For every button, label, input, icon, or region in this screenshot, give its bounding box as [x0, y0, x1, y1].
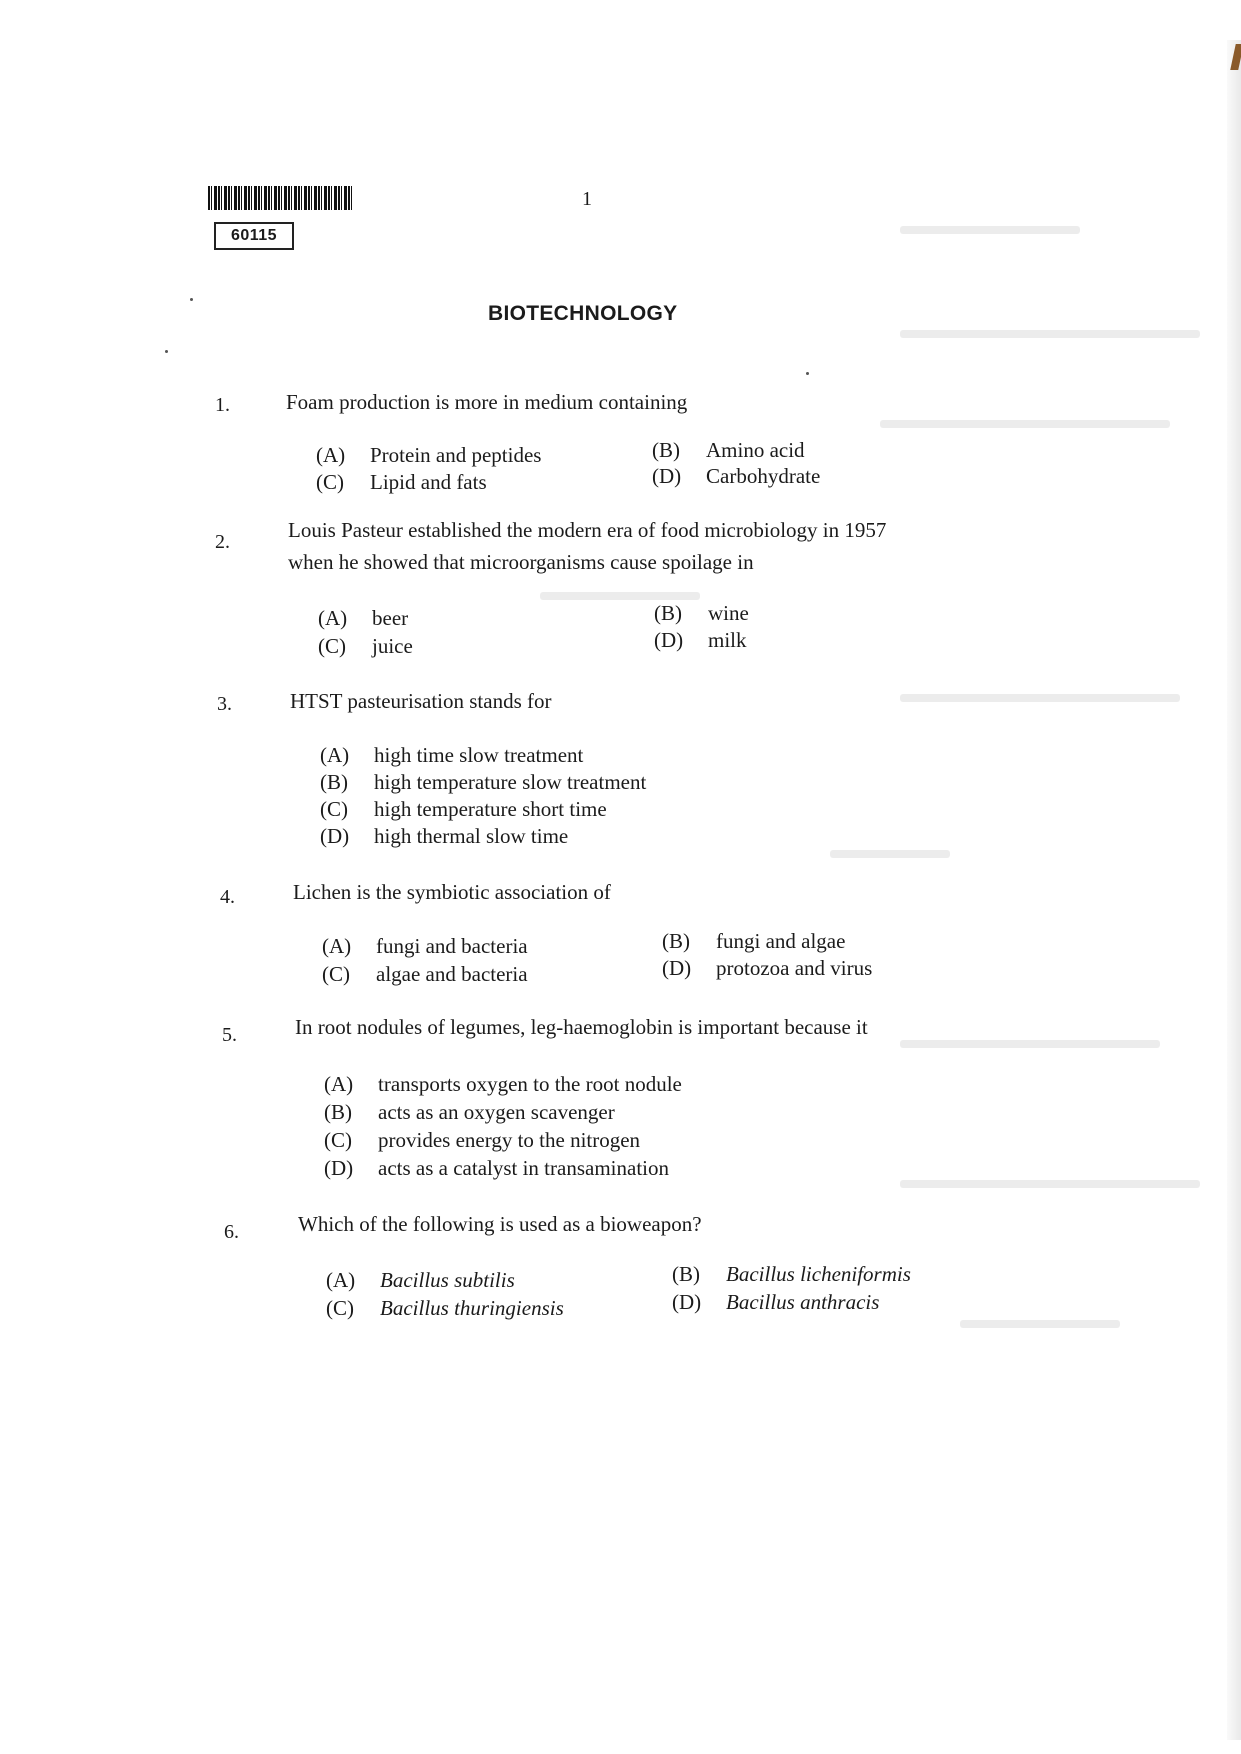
- option-label: (B): [652, 438, 680, 462]
- option-label: (C): [316, 470, 344, 494]
- question-text: In root nodules of legumes, leg-haemoglobin is important because it: [295, 1015, 868, 1039]
- option-a: [326, 1268, 515, 1293]
- option-text: Carbohydrate: [706, 464, 821, 488]
- option-label: (A): [318, 606, 348, 630]
- option-text: Lipid and fats: [370, 470, 487, 494]
- option-c: [318, 634, 413, 659]
- question-number: 1.: [215, 394, 230, 416]
- option-label: (B): [320, 770, 348, 794]
- show-through-mark: [900, 1040, 1160, 1048]
- question-number: 4.: [220, 886, 235, 908]
- option-b: [652, 438, 805, 463]
- page-edge-shadow: [1227, 40, 1241, 1740]
- show-through-mark: [880, 420, 1170, 428]
- question-text: Foam production is more in medium containing: [286, 390, 688, 414]
- option-text: juice: [372, 634, 413, 658]
- option-text: fungi and algae: [716, 929, 846, 953]
- page-title: BIOTECHNOLOGY: [488, 302, 678, 325]
- option-text: Bacillus anthracis: [726, 1290, 880, 1314]
- scan-speck: [806, 372, 809, 375]
- question-text: when he showed that microorganisms cause spoilage in: [288, 550, 754, 574]
- option-label: (D): [652, 464, 682, 488]
- question-number: 2.: [215, 531, 230, 553]
- show-through-mark: [960, 1320, 1120, 1328]
- option-label: (C): [324, 1128, 352, 1152]
- option-label: (A): [326, 1268, 356, 1292]
- question-number: 5.: [222, 1024, 237, 1046]
- question-text: HTST pasteurisation stands for: [290, 689, 552, 713]
- question-number: 6.: [224, 1221, 239, 1243]
- option-a: [324, 1072, 682, 1097]
- option-label: (A): [322, 934, 352, 958]
- option-label: (D): [320, 824, 350, 848]
- option-label: (A): [320, 743, 350, 767]
- option-b: [662, 929, 845, 954]
- option-d: [324, 1156, 669, 1181]
- option-text: Amino acid: [706, 438, 805, 462]
- option-text: fungi and bacteria: [376, 934, 528, 958]
- option-label: (D): [672, 1290, 702, 1314]
- show-through-mark: [540, 592, 700, 600]
- option-d: [672, 1290, 879, 1315]
- option-c: [324, 1128, 640, 1153]
- option-label: (B): [654, 601, 682, 625]
- option-label: (A): [324, 1072, 354, 1096]
- option-b: [324, 1100, 615, 1125]
- option-label: (A): [316, 443, 346, 467]
- option-text: high thermal slow time: [374, 824, 569, 848]
- option-a: [318, 606, 408, 631]
- option-text: high time slow treatment: [374, 743, 584, 767]
- question-text: Louis Pasteur established the modern era of food microbiology in 1957: [288, 518, 887, 542]
- option-text: Bacillus subtilis: [380, 1268, 515, 1292]
- option-text: algae and bacteria: [376, 962, 528, 986]
- option-label: (B): [324, 1100, 352, 1124]
- option-c: [326, 1296, 564, 1321]
- option-a: [322, 934, 528, 959]
- option-a: [320, 743, 583, 768]
- option-d: [652, 464, 820, 489]
- option-text: high temperature short time: [374, 797, 607, 821]
- paper-code: 60115: [214, 222, 294, 250]
- barcode-image: [208, 186, 354, 210]
- option-text: provides energy to the nitrogen: [378, 1128, 641, 1152]
- option-text: Bacillus licheniformis: [726, 1262, 911, 1286]
- option-label: (C): [320, 797, 348, 821]
- option-text: transports oxygen to the root nodule: [378, 1072, 682, 1096]
- option-label: (D): [654, 628, 684, 652]
- option-b: [320, 770, 646, 795]
- show-through-mark: [900, 694, 1180, 702]
- option-label: (C): [322, 962, 350, 986]
- option-label: (C): [318, 634, 346, 658]
- option-c: [322, 962, 528, 987]
- option-text: beer: [372, 606, 409, 630]
- show-through-mark: [830, 850, 950, 858]
- option-text: acts as an oxygen scavenger: [378, 1100, 615, 1124]
- option-c: [320, 797, 607, 822]
- show-through-mark: [900, 1180, 1200, 1188]
- option-text: high temperature slow treatment: [374, 770, 647, 794]
- option-d: [654, 628, 747, 653]
- question-text: Lichen is the symbiotic association of: [293, 880, 611, 904]
- option-label: (C): [326, 1296, 354, 1320]
- scan-speck: [165, 350, 168, 353]
- option-text: acts as a catalyst in transamination: [378, 1156, 669, 1180]
- option-text: Protein and peptides: [370, 443, 542, 467]
- option-label: (B): [672, 1262, 700, 1286]
- option-text: Bacillus thuringiensis: [380, 1296, 564, 1320]
- show-through-mark: [900, 226, 1080, 234]
- question-number: 3.: [217, 693, 232, 715]
- question-text: Which of the following is used as a bioweapon?: [298, 1212, 702, 1236]
- option-a: [316, 443, 541, 468]
- show-through-mark: [900, 330, 1200, 338]
- option-text: milk: [708, 628, 747, 652]
- option-text: protozoa and virus: [716, 956, 873, 980]
- option-b: [654, 601, 749, 626]
- scan-speck: [190, 298, 193, 301]
- option-label: (D): [662, 956, 692, 980]
- option-d: [662, 956, 872, 981]
- option-label: (D): [324, 1156, 354, 1180]
- option-d: [320, 824, 568, 849]
- page-number: 1: [582, 188, 592, 210]
- option-c: [316, 470, 487, 495]
- option-b: [672, 1262, 911, 1287]
- option-label: (B): [662, 929, 690, 953]
- option-text: wine: [708, 601, 749, 625]
